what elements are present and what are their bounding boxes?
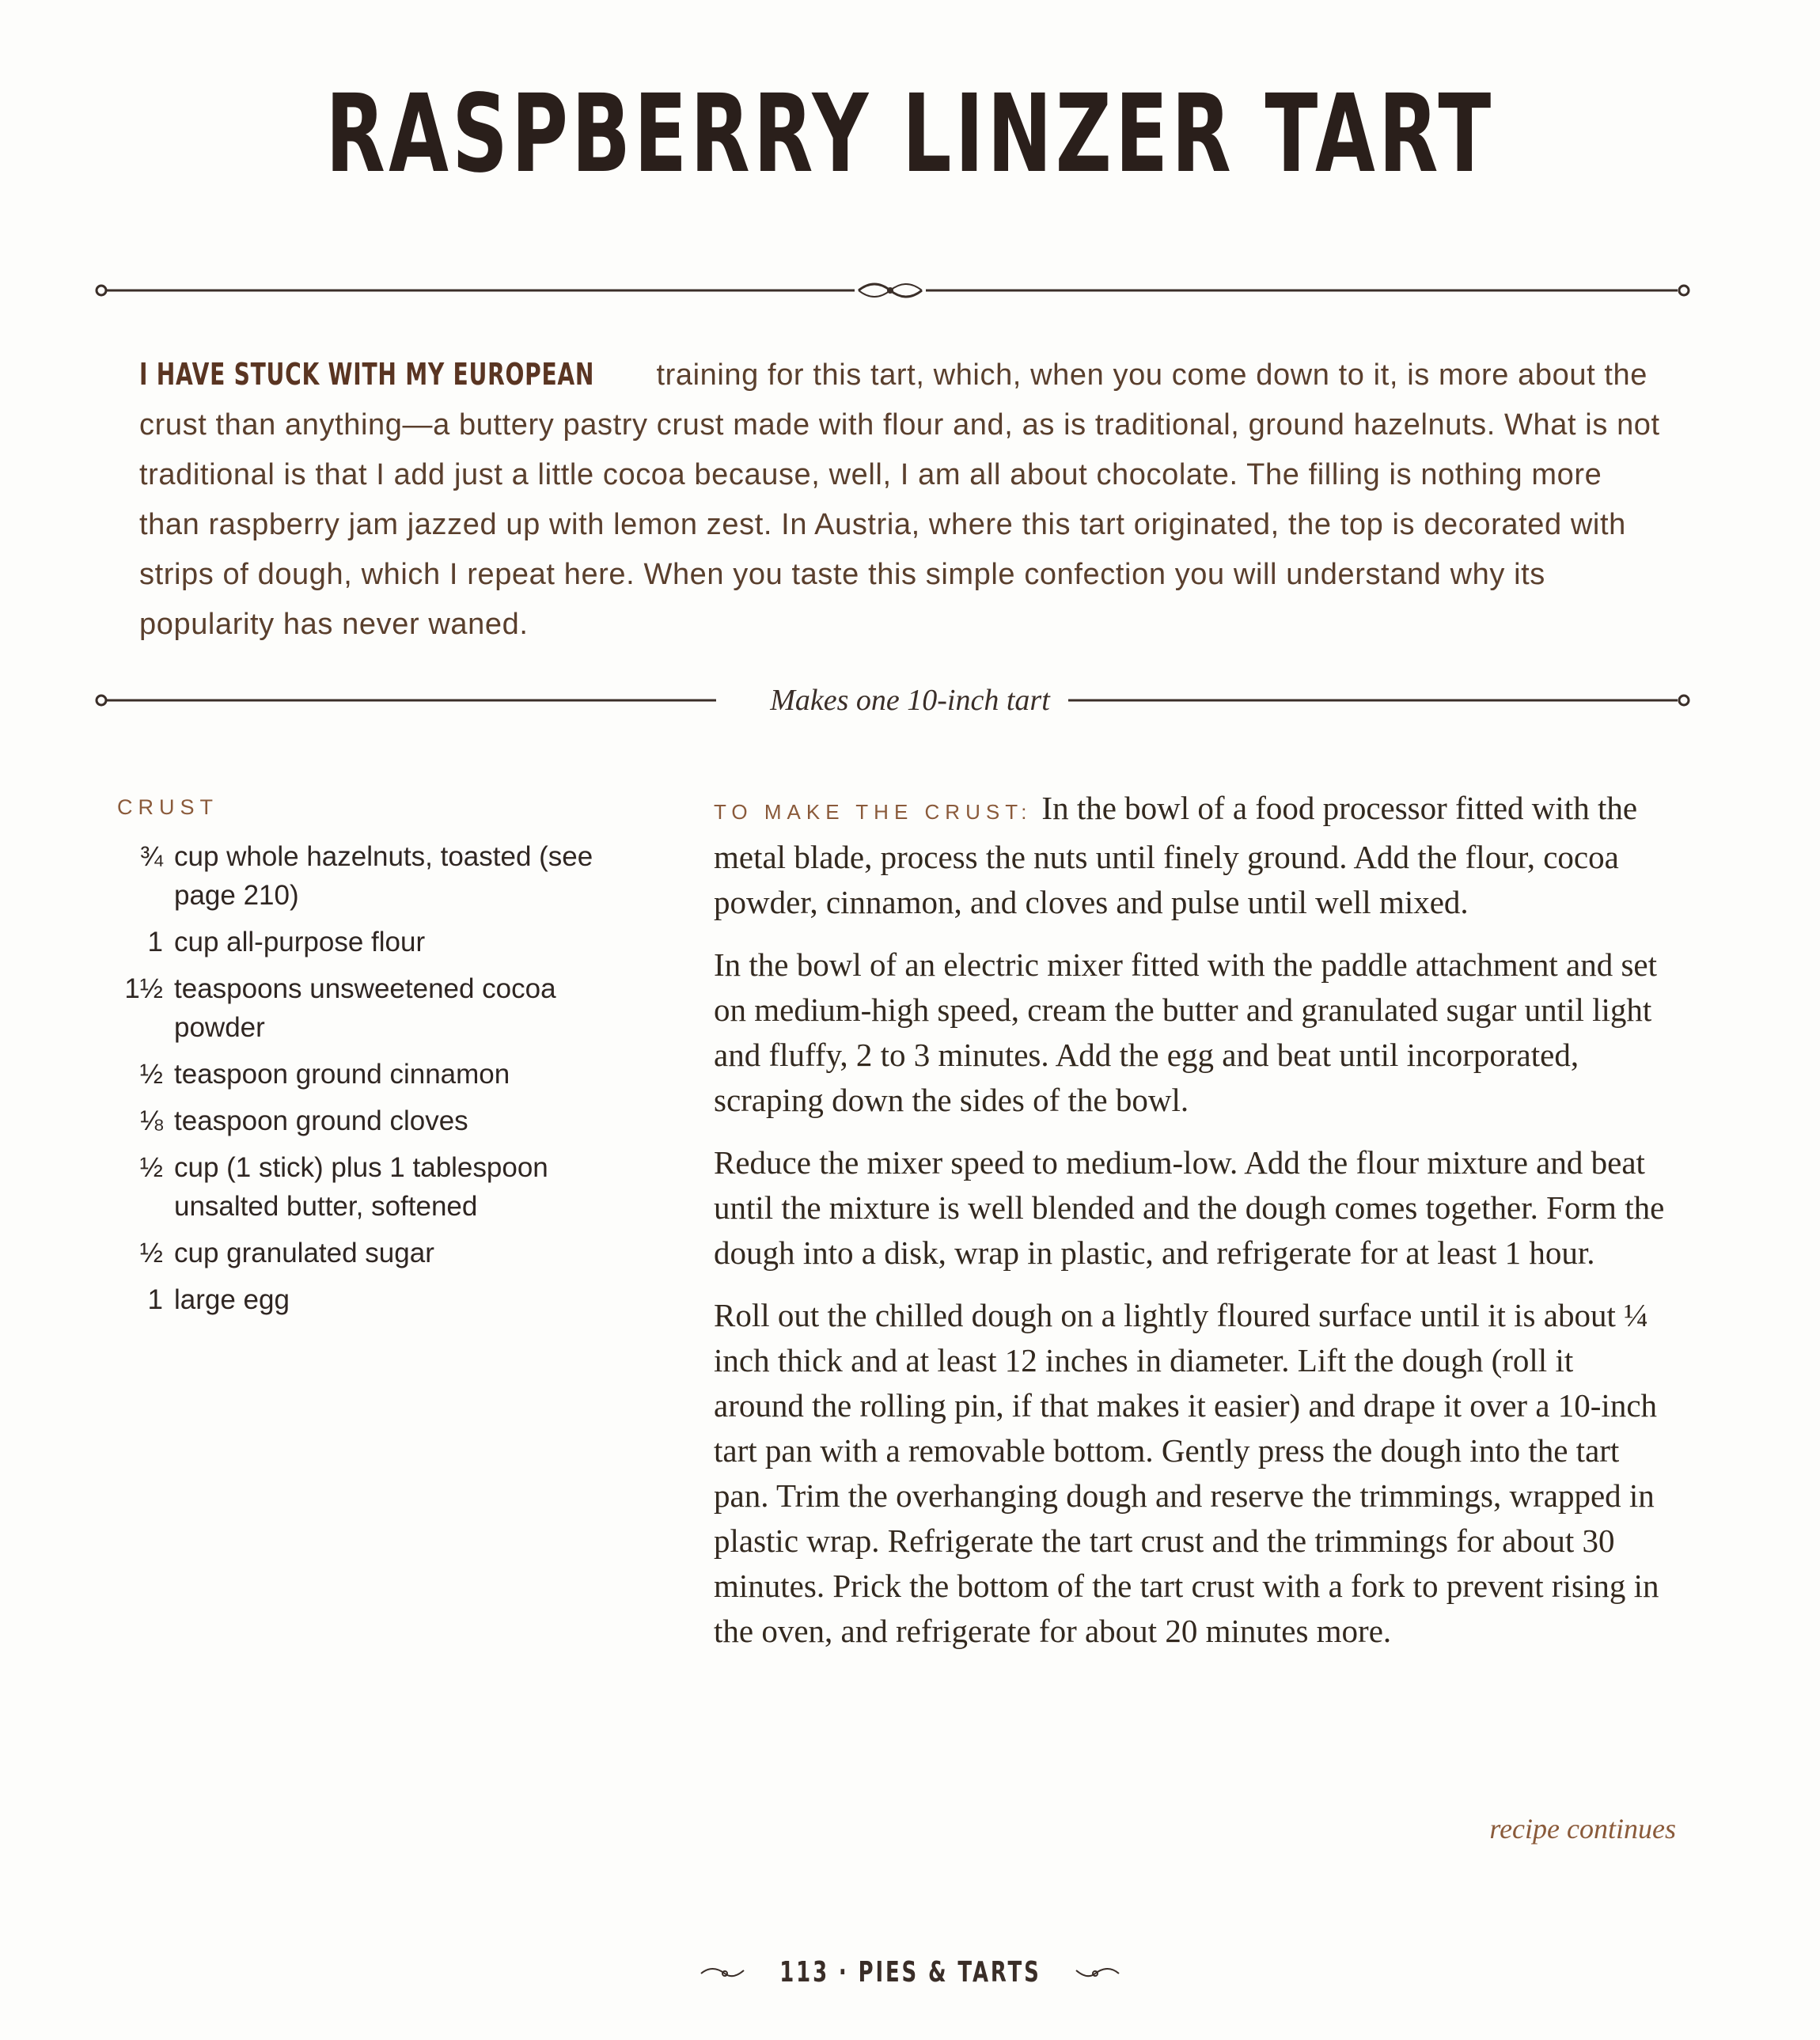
ingredient-qty: ¾ (139, 841, 163, 872)
ingredient-item (111, 1280, 601, 1319)
step-heading: TO MAKE THE CRUST: (714, 800, 1033, 824)
method-text: In the bowl of a food processor fitted with the metal blade, process the nuts until finely ground. Add the flour, cocoa powder, cinnamon, and cloves and pulse until well mixed. (714, 790, 1638, 920)
ornamental-divider-top (0, 273, 1820, 308)
ingredient-text: cup whole hazelnuts, toasted (see page 210) (174, 841, 593, 911)
ingredient-text: teaspoon ground cloves (174, 1105, 468, 1136)
ingredient-text: cup all-purpose flour (174, 927, 426, 957)
intro-paragraph (139, 350, 1670, 650)
ingredient-item (111, 1148, 601, 1226)
ingredients-heading: CRUST (117, 795, 218, 819)
ingredient-item (111, 1234, 601, 1272)
ingredient-qty: ⅛ (139, 1105, 163, 1136)
page-number: 113 (779, 1955, 829, 1989)
method-paragraph: Roll out the chilled dough on a lightly floured surface until it is about ¼ inch thick and at least 12 inches in diameter. Lift the dough (roll it around the rolling pin, if that makes it easier) and drape it over a 10-inch tart pan with a removable bottom. Gently press the dough into the tart pan. Trim the overhanging dough and reserve the trimmings, wrapped in plastic wrap. Refrigerate the tart crust and the trimmings for about 30 minutes. Prick the bottom of the tart crust with a fork to prevent rising in the oven, and refrigerate for about 20 minutes more. (714, 1297, 1659, 1649)
section-name: PIES & TARTS (858, 1955, 1041, 1989)
ingredient-qty: ½ (139, 1059, 163, 1090)
flourish-left-icon (700, 1962, 747, 1981)
ingredient-item (111, 837, 601, 915)
ingredient-qty: 1 (147, 927, 163, 957)
method-paragraph (714, 786, 1671, 925)
ingredient-item (111, 923, 601, 961)
method-section (714, 786, 1671, 1671)
recipe-title: RASPBERRY LINZER TART (325, 72, 1495, 197)
ingredient-item (111, 1055, 601, 1094)
yield-text: Makes one 10-inch tart (753, 684, 1067, 717)
intro-lead: I HAVE STUCK WITH MY EUROPEAN (139, 357, 595, 392)
page-footer (0, 1955, 1820, 1989)
ingredient-qty: ½ (139, 1152, 163, 1183)
ingredient-text: large egg (174, 1284, 290, 1315)
ingredient-text: teaspoons unsweetened cocoa powder (174, 973, 556, 1043)
ingredient-item (111, 1102, 601, 1140)
recipe-continues: recipe continues (1489, 1813, 1676, 1845)
yield-line (0, 681, 1820, 720)
ingredient-qty: 1 (147, 1284, 163, 1315)
ingredient-text: cup granulated sugar (174, 1238, 434, 1268)
ingredient-text: teaspoon ground cinnamon (174, 1059, 510, 1090)
method-paragraph: Reduce the mixer speed to medium-low. Add the flour mixture and beat until the mixture is well blended and the dough comes together. Form the dough into a disk, wrap in plastic, and refrigerate for at least 1 hour. (714, 1144, 1665, 1271)
footer-text (779, 1956, 1041, 1989)
footer-separator: · (838, 1955, 849, 1989)
ingredient-qty: 1½ (124, 973, 163, 1004)
flourish-right-icon (1073, 1962, 1120, 1981)
intro-text: training for this tart, which, when you come down to it, is more about the crust than anything—a buttery pastry crust made with flour and, as is traditional, ground hazelnuts. What is not traditional is that I add just a little cocoa because, well, I am all about chocolate. The filling is nothing more than raspberry jam jazzed up with lemon zest. In Austria, where this tart originated, the top is decorated with strips of dough, which I repeat here. When you taste this simple confection you will understand why its popularity has never waned. (139, 358, 1660, 641)
ingredient-qty: ½ (139, 1238, 163, 1268)
ingredient-item (111, 969, 601, 1047)
ingredient-list (111, 837, 601, 1327)
method-paragraph: In the bowl of an electric mixer fitted with the paddle attachment and set on medium-high speed, cream the butter and granulated sugar until light and fluffy, 2 to 3 minutes. Add the egg and beat until incorporated, scraping down the sides of the bowl. (714, 946, 1657, 1118)
ingredient-text: cup (1 stick) plus 1 tablespoon unsalted butter, softened (174, 1152, 548, 1222)
